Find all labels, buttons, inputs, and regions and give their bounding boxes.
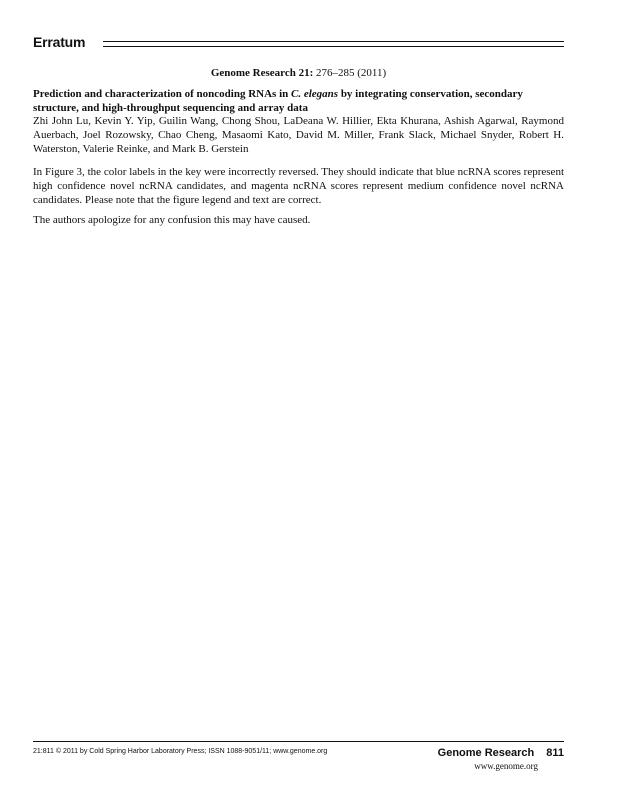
- article-title: [33, 87, 564, 115]
- citation-line: [33, 66, 564, 80]
- page-number: 811: [546, 747, 564, 759]
- article-title-species: C. elegans: [291, 88, 339, 100]
- footer-copyright: 21:811 © 2011 by Cold Spring Harbor Laboratory Press; ISSN 1088-9051/11; www.genome.org: [33, 748, 328, 755]
- erratum-paragraph: In Figure 3, the color labels in the key were incorrectly reversed. They should indicate that blue ncRNA scores represent high confidence novel ncRNA candidates, and magenta ncRNA scores represent medium confidence novel ncRNA candidates. Please note that the figure legend and text are correct.: [33, 166, 564, 206]
- footer-journal-url: www.genome.org: [474, 761, 538, 771]
- footer-rule: [33, 741, 564, 742]
- author-list: Zhi John Lu, Kevin Y. Yip, Guilin Wang, Chong Shou, LaDeana W. Hillier, Ekta Khurana, Ashish Agarwal, Raymond Auerbach, Joel Rozowsky, Chao Cheng, Masaomi Kato, David M. Miller, Frank Slack, Michael Snyder, Robert H. Waterston, Valerie Reinke, and Mark B. Gerstein: [33, 115, 564, 155]
- section-title: Erratum: [33, 33, 88, 51]
- apology-paragraph: The authors apologize for any confusion this may have caused.: [33, 214, 311, 226]
- footer-journal-name: Genome Research: [437, 747, 535, 759]
- header-double-rule: [103, 41, 564, 47]
- citation-journal: Genome Research 21:: [210, 67, 314, 79]
- page-header: [33, 33, 564, 53]
- article-title-part1: Prediction and characterization of noncoding RNAs in: [33, 88, 291, 100]
- article-title-part2: by integrating conservation, secondary structure, and high-throughput sequencing and array data: [33, 88, 523, 114]
- citation-pages: 276–285 (2011): [313, 67, 387, 79]
- footer-journal-block: [438, 743, 564, 771]
